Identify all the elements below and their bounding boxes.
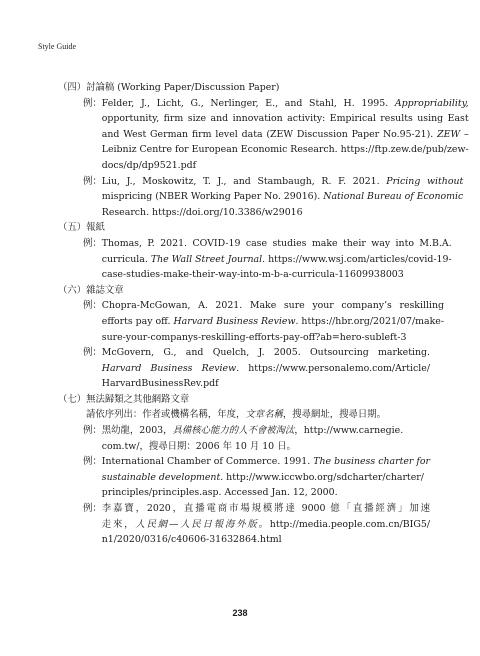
italic-title-text: 具備核心能力的人不會被淘汰 bbox=[172, 425, 295, 437]
reference-entry bbox=[83, 454, 430, 501]
example-label: 例： bbox=[83, 503, 102, 515]
reference-text: n1/2020/0316/c40606-31632864.html bbox=[101, 534, 282, 546]
reference-list bbox=[58, 80, 469, 548]
italic-title-text: Appropriability, bbox=[394, 97, 469, 109]
italic-title-text: The business charter for bbox=[313, 456, 430, 468]
reference-text: . https://hbr.org/2021/07/make- bbox=[295, 315, 445, 327]
reference-text: efforts pay off. bbox=[101, 315, 174, 327]
reference-text: 。http://media.people.com.cn/BIG5/ bbox=[258, 518, 430, 530]
reference-text: 黑幼龍，2003， bbox=[101, 425, 173, 437]
example-label: 例： bbox=[83, 175, 102, 187]
reference-text: Leibniz Centre for European Economic Research. https://ftp.zew.de/pub/zew- bbox=[101, 144, 469, 156]
reference-text: opportunity, firm size and innovation activity: Empirical results using East bbox=[101, 113, 469, 125]
example-label: 例： bbox=[83, 97, 102, 109]
italic-title-text: Harvard Business Review bbox=[173, 315, 296, 327]
section-intro bbox=[86, 407, 430, 423]
reference-text: case-studies-make-their-way-into-m-b-a-curricula-11609938003 bbox=[101, 269, 404, 281]
reference-line bbox=[102, 314, 444, 330]
intro-text: 文章名稱 bbox=[245, 409, 283, 421]
intro-text: 請依序列出：作者或機構名稱，年度， bbox=[86, 409, 246, 421]
reference-text: Thomas, P. 2021. COVID-19 case studies make their way into M.B.A. bbox=[101, 237, 452, 249]
reference-line bbox=[102, 252, 452, 268]
reference-entry bbox=[83, 423, 430, 454]
italic-title-text: sustainable development bbox=[101, 471, 221, 483]
italic-title-text: Pricing without bbox=[386, 175, 464, 187]
page-number: 238 bbox=[232, 608, 248, 618]
reference-line bbox=[102, 298, 444, 314]
reference-text: com.tw/，搜尋日期：2006 年 10 月 10 日。 bbox=[101, 440, 296, 452]
reference-line bbox=[102, 532, 430, 548]
reference-line bbox=[102, 470, 430, 486]
reference-entry bbox=[83, 96, 469, 174]
reference-text: sure-your-companys-reskilling-efforts-pay-off?ab=hero-subleft-3 bbox=[101, 331, 407, 343]
reference-entry bbox=[83, 345, 430, 392]
section-heading: （七）無法歸類之其他網路文章 bbox=[58, 393, 190, 405]
reference-line bbox=[102, 345, 430, 361]
reference-line bbox=[102, 439, 430, 455]
reference-text: . https://www.personalemo.com/Article/ bbox=[236, 362, 430, 374]
reference-text: 李嘉寶，2020，直播電商市場規模將達 9000 億「直播經濟」加速 bbox=[101, 503, 430, 515]
reference-line bbox=[102, 142, 469, 158]
reference-text: curricula. bbox=[101, 253, 151, 265]
reference-entry bbox=[83, 501, 430, 548]
reference-entry bbox=[83, 298, 445, 345]
italic-title-text: National Bureau of Economic bbox=[320, 191, 464, 203]
reference-line bbox=[102, 330, 444, 346]
reference-text: Liu, J., Moskowitz, T. J., and Stambaugh, R. F. 2021. bbox=[101, 175, 387, 187]
reference-line bbox=[102, 423, 430, 439]
example-label: 例： bbox=[83, 347, 102, 359]
example-label: 例： bbox=[83, 300, 102, 312]
reference-line bbox=[102, 517, 430, 533]
reference-text: 走來， bbox=[101, 518, 136, 530]
reference-text: docs/dp/dp9521.pdf bbox=[101, 159, 197, 171]
section-heading: （六）雜誌文章 bbox=[58, 284, 124, 296]
reference-text: principles/principles.asp. Accessed Jan. 12, 2000. bbox=[101, 487, 338, 499]
section-heading: （四）討論稿 (Working Paper/Discussion Paper) bbox=[58, 82, 280, 93]
section-heading: （五）報紙 bbox=[58, 222, 105, 234]
reference-line bbox=[102, 454, 430, 470]
intro-text: ，搜尋網址，搜尋日期。 bbox=[282, 409, 387, 421]
reference-text: mispricing (NBER Working Paper No. 29016). bbox=[101, 191, 321, 203]
reference-line bbox=[102, 361, 430, 377]
reference-line bbox=[102, 205, 464, 221]
reference-line bbox=[102, 96, 469, 112]
reference-line bbox=[102, 127, 469, 143]
reference-entry bbox=[83, 174, 464, 221]
reference-text: and West German firm level data (ZEW Discussion Paper No.95-21). bbox=[101, 128, 434, 140]
italic-title-text: ZEW – bbox=[433, 128, 469, 140]
example-label: 例： bbox=[83, 456, 102, 468]
reference-line bbox=[102, 111, 469, 127]
reference-line bbox=[102, 236, 452, 252]
reference-text: . http://www.iccwbo.org/sdcharter/charter/ bbox=[220, 471, 424, 483]
reference-line bbox=[102, 174, 464, 190]
running-header: Style Guide bbox=[38, 42, 76, 51]
reference-text: International Chamber of Commerce. 1991. bbox=[101, 456, 314, 468]
reference-line bbox=[102, 501, 430, 517]
reference-line bbox=[102, 189, 464, 205]
reference-text: McGovern, G., and Quelch, J. 2005. Outsourcing marketing. bbox=[101, 347, 430, 359]
reference-line bbox=[102, 267, 452, 283]
italic-title-text: 人民網—人民日報海外版 bbox=[135, 518, 259, 530]
reference-line bbox=[102, 485, 430, 501]
reference-text: Felder, J., Licht, G., Nerlinger, E., and Stahl, H. 1995. bbox=[101, 97, 395, 109]
reference-line bbox=[102, 158, 469, 174]
italic-title-text: The Wall Street Journal bbox=[150, 253, 263, 265]
reference-text: HarvardBusinessRev.pdf bbox=[101, 378, 219, 390]
italic-title-text: Harvard Business Review bbox=[101, 362, 237, 374]
reference-text: ，http://www.carnegie. bbox=[294, 425, 404, 437]
reference-line bbox=[102, 376, 430, 392]
reference-text: . https://www.wsj.com/articles/covid-19- bbox=[262, 253, 452, 265]
reference-entry bbox=[83, 236, 452, 283]
reference-text: Research. https://doi.org/10.3386/w29016 bbox=[101, 206, 303, 218]
example-label: 例： bbox=[83, 425, 102, 437]
example-label: 例： bbox=[83, 237, 102, 249]
reference-text: Chopra-McGowan, A. 2021. Make sure your company’s reskilling bbox=[101, 300, 445, 312]
